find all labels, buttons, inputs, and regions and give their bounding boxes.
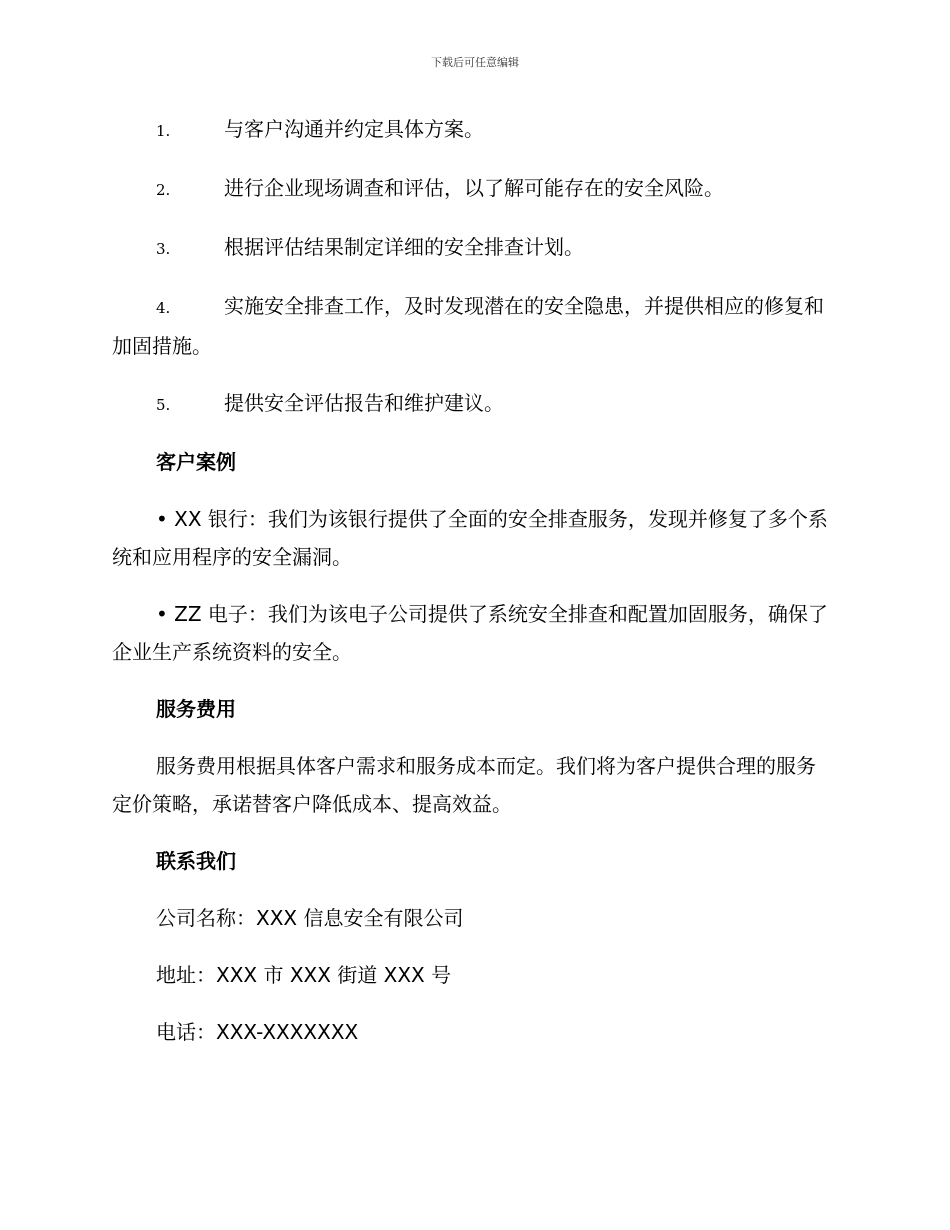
company-label: 公司名称：: [156, 906, 256, 930]
step-item-2: [112, 169, 832, 209]
contact-phone: [112, 1013, 832, 1051]
case-description: 我们为该电子公司提供了系统安全排查和配置加固服务，确保了企业生产系统资料的安全。: [112, 602, 828, 664]
page-header: 下载后可任意编辑: [431, 56, 519, 69]
fees-paragraph: 服务费用根据具体客户需求和服务成本而定。我们将为客户提供合理的服务定价策略，承诺替客户降低成本、提高效益。: [112, 754, 816, 816]
contact-company: [112, 899, 832, 937]
step-item-5: [112, 384, 832, 424]
bullet: •: [156, 507, 168, 531]
step-item-4: [112, 287, 832, 365]
cases-heading: 客户案例: [156, 450, 236, 474]
company-value: XXX 信息安全有限公司: [256, 906, 464, 930]
case-separator: ：: [247, 602, 268, 626]
step-number: 1.: [156, 122, 171, 140]
case-item-1: [112, 500, 832, 576]
case-item-2: [112, 595, 832, 671]
bullet: •: [156, 602, 168, 626]
fees-heading: 服务费用: [156, 697, 236, 721]
phone-value: XXX-XXXXXXX: [216, 1020, 359, 1044]
address-label: 地址：: [156, 963, 216, 987]
step-item-3: [112, 228, 832, 268]
case-client-name: XX 银行: [174, 507, 248, 531]
step-item-1: [112, 110, 832, 150]
step-number: 3.: [156, 240, 171, 258]
phone-label: 电话：: [156, 1020, 216, 1044]
step-text: 提供安全评估报告和维护建议。: [224, 391, 504, 415]
step-text: 与客户沟通并约定具体方案。: [224, 117, 484, 141]
step-text: 实施安全排查工作，及时发现潜在的安全隐患，并提供相应的修复和加固措施。: [112, 294, 824, 358]
step-number: 2.: [156, 181, 171, 199]
step-text: 根据评估结果制定详细的安全排查计划。: [224, 235, 584, 259]
step-number: 4.: [156, 299, 171, 317]
case-client-name: ZZ 电子: [174, 602, 248, 626]
step-number: 5.: [156, 396, 171, 414]
address-value: XXX 市 XXX 街道 XXX 号: [216, 963, 452, 987]
case-separator: ：: [247, 507, 268, 531]
case-description: 我们为该银行提供了全面的安全排查服务，发现并修复了多个系统和应用程序的安全漏洞。: [112, 507, 828, 569]
contact-heading: 联系我们: [156, 849, 236, 873]
document-body: [112, 110, 832, 1070]
contact-address: [112, 956, 832, 994]
step-text: 进行企业现场调查和评估，以了解可能存在的安全风险。: [224, 176, 724, 200]
